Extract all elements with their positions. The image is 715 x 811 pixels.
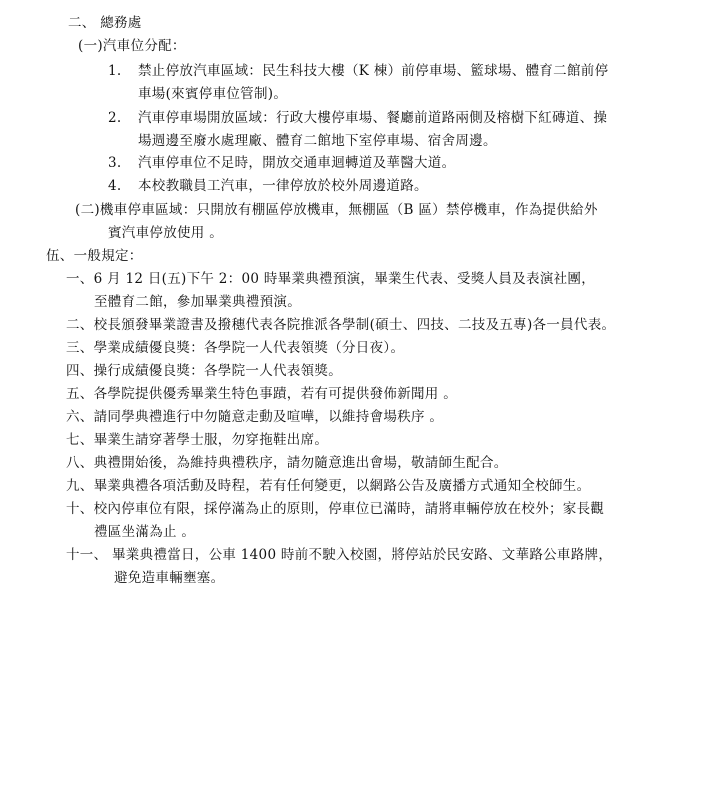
section-heading-general-rules: 伍、一般規定： — [46, 248, 143, 264]
rule-item: 二、校長頒發畢業證書及撥穗代表各院推派各學制(碩士、四技、二技及五專)各一員代表。 — [66, 317, 616, 333]
rule-item-continued: 避免造車輛壅塞。 — [114, 570, 225, 586]
list-item-text: 汽車停車場開放區域：行政大樓停車場、餐廳前道路兩側及榕樹下紅磚道、操 — [138, 110, 608, 126]
rule-item-continued: 禮區坐滿為止 。 — [94, 524, 196, 540]
subsection-motorcycle-parking: (二)機車停車區域：只開放有棚區停放機車，無棚區（B 區）禁停機車，作為提供給外 — [75, 202, 598, 218]
rule-item: 七、畢業生請穿著學士服，勿穿拖鞋出席。 — [66, 432, 329, 448]
rule-item: 十一、 畢業典禮當日，公車 1400 時前不駛入校園，將停站於民安路、文華路公車路牌， — [66, 547, 613, 563]
rule-item: 三、學業成績優良獎：各學院一人代表領獎（分日夜）。 — [66, 340, 405, 356]
rule-item: 四、操行成績優良獎：各學院一人代表領獎。 — [66, 363, 342, 379]
list-item-number: 1. — [108, 63, 122, 79]
section-heading-general-affairs: 二、 總務處 — [68, 15, 142, 31]
rule-item: 八、典禮開始後，為維持典禮秩序，請勿隨意進出會場，敬請師生配合。 — [66, 455, 508, 471]
rule-item: 一、6 月 12 日(五)下午 2：00 時畢業典禮預演，畢業生代表、受獎人員及表演社團， — [66, 271, 596, 287]
subsection-car-parking-label: (一)汽車位分配： — [78, 38, 186, 54]
list-item-number: 3. — [108, 155, 122, 171]
list-item-text-continued: 場週邊至廢水處理廠、體育二館地下室停車場、宿舍周邊。 — [138, 133, 497, 149]
rule-item: 十、校內停車位有限，採停滿為止的原則，停車位已滿時，請將車輛停放在校外；家長觀 — [66, 501, 605, 517]
list-item-text: 本校教職員工汽車，一律停放於校外周邊道路。 — [138, 178, 428, 194]
subsection-motorcycle-parking-continued: 賓汽車停放使用 。 — [108, 225, 223, 241]
rule-item: 六、請同學典禮進行中勿隨意走動及喧嘩，以維持會場秩序 。 — [66, 409, 444, 425]
list-item-text: 禁止停放汽車區域：民生科技大樓（K 棟）前停車場、籃球場、體育二館前停 — [138, 63, 609, 79]
rule-item: 九、畢業典禮各項活動及時程，若有任何變更，以網路公告及廣播方式通知全校師生。 — [66, 478, 591, 494]
list-item-text-continued: 車場(來賓停車位管制)。 — [138, 86, 288, 102]
list-item-number: 2. — [108, 110, 122, 126]
rule-item: 五、各學院提供優秀畢業生特色事蹟，若有可提供發佈新聞用 。 — [66, 386, 457, 402]
list-item-text: 汽車停車位不足時，開放交通車迴轉道及華醫大道。 — [138, 155, 456, 171]
rule-item-continued: 至體育二館，參加畢業典禮預演。 — [94, 294, 301, 310]
list-item-number: 4. — [108, 178, 122, 194]
